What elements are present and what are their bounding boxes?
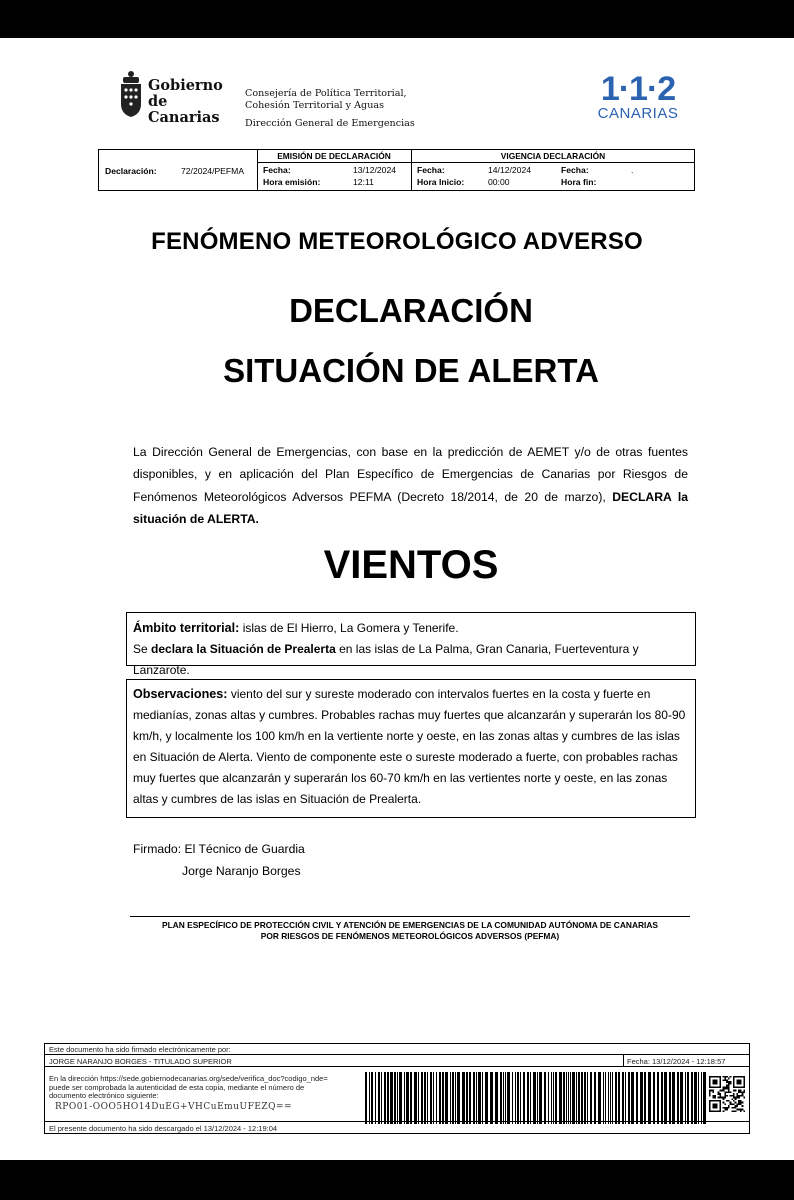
consejeria (245, 88, 407, 111)
electronic-signature-box (44, 1043, 750, 1134)
firmante-name: Jorge Naranjo Borges (182, 864, 301, 879)
direccion-general: Dirección General de Emergencias (245, 118, 415, 129)
plan-line2: POR RIESGOS DE FENÓMENOS METEOROLÓGICOS ADVERSOS (PEFMA) (260, 931, 560, 941)
gobierno-canarias-logo (118, 68, 228, 126)
barcode-icon (365, 1072, 707, 1124)
intro-bold: DECLARA la situación de ALERTA. (133, 489, 688, 527)
signature-block (133, 838, 305, 883)
consejeria-line1: Consejería de Política Territorial, (245, 88, 407, 99)
plan-line1: PLAN ESPECÍFICO DE PROTECCIÓN CIVIL Y ATENCIÓN DE EMERGENCIAS DE LA COMUNIDAD AUTÓNOMA DE CANARIAS (161, 920, 658, 930)
title-situacion: SITUACIÓN DE ALERTA (223, 352, 599, 389)
fin-fecha-label: Fecha: (561, 165, 589, 175)
logo-112-text: CANARIAS (597, 105, 679, 122)
title-fenomeno: FENÓMENO METEOROLÓGICO ADVERSO (151, 228, 643, 255)
phenomenon-title: VIENTOS (323, 543, 499, 587)
vigencia-hora-value: 00:00 (488, 177, 510, 187)
emision-hora-value: 12:11 (353, 177, 374, 187)
emision-fecha-value: 13/12/2024 (353, 165, 397, 175)
codigo-verificacion: RPO01-OOO5HO14DuEG+VHCuEmuUFEZQ== (55, 1102, 293, 1112)
descargado: El presente documento ha sido descargado el 13/12/2024 - 12:19:04 (49, 1124, 278, 1133)
logo-112-number: 1·1·2 (600, 70, 676, 108)
declaracion-value: 72/2024/PEFMA (181, 166, 245, 176)
firmado-line: Firmado: El Técnico de Guardia (133, 842, 305, 856)
firmante: JORGE NARANJO BORGES - TITULADO SUPERIOR (49, 1057, 232, 1066)
ambito-line2-bold: declara la Situación de Prealerta (151, 642, 336, 656)
declaracion-label: Declaración: (105, 166, 157, 176)
observaciones-box (126, 679, 696, 818)
fin-fecha-value: . (631, 165, 634, 175)
verificacion-text: En la dirección https://sede.gobiernodecanarias.org/sede/verifica_doc?codigo_nde= puede ser comprobada la autenticidad de esta copia, mediante el número de documento electrónico siguiente: (49, 1074, 328, 1100)
qr-code-icon (709, 1076, 745, 1112)
ambito-label: Ámbito territorial: (133, 621, 240, 635)
emision-header: EMISIÓN DE DECLARACIÓN (277, 151, 391, 161)
coat-of-arms-icon (118, 70, 144, 118)
intro-text: La Dirección General de Emergencias, con base en la predicción de AEMET y/o de otras fuentes disponibles, y en aplicación del Plan Específico de Emergencias de Canarias por Riesgos de Fenómenos Meteorológicos Adversos PEFMA (Decreto 18/2014, de 20 de marzo), (133, 445, 688, 504)
ambito-line2-pre: Se (133, 642, 152, 656)
ambito-box (126, 612, 696, 677)
vigencia-fecha-label: Fecha: (417, 165, 445, 175)
gobierno-line2: de Canarias (148, 93, 220, 126)
gobierno-line1: Gobierno (148, 77, 223, 94)
fecha-firma: Fecha: 13/12/2024 - 12:18:57 (627, 1057, 726, 1066)
fin-hora-label: Hora fin: (561, 177, 597, 187)
plan-footer (130, 916, 690, 942)
observaciones-label: Observaciones: (133, 687, 228, 701)
firmado-por: Este documento ha sido firmado electrónicamente por: (49, 1045, 231, 1054)
vigencia-fecha-value: 14/12/2024 (488, 165, 532, 175)
observaciones-text: viento del sur y sureste moderado con intervalos fuertes en la costa y fuerte en medianías, zonas altas y cumbres. Probables rachas muy fuertes que alcanzarán y superarán los 80-90 km/h, y localmente los 100 km/h en la vertiente norte y oeste, en las zonas altas y cumbres de las islas en Situación de Alerta. Viento de componente este o sureste moderado a fuerte, con probables rachas muy fuertes que alcanzarán y superarán los 60-70 km/h en las vertientes norte y oeste, en las zonas altas y cumbres de las islas en Situación de Prealerta. (133, 687, 686, 806)
title-declaracion: DECLARACIÓN (289, 292, 533, 329)
emision-fecha-label: Fecha: (263, 165, 291, 175)
ambito-text: islas de El Hierro, La Gomera y Tenerife. (239, 621, 459, 635)
document-page (0, 38, 794, 1160)
vigencia-header: VIGENCIA DECLARACIÓN (500, 151, 606, 161)
vigencia-hora-label: Hora Inicio: (417, 177, 465, 187)
logo-112-canarias (592, 72, 684, 128)
declaration-table (98, 149, 695, 191)
intro-paragraph (133, 441, 688, 531)
ambito-line2-post: en las islas de La Palma, Gran Canaria, Fuerteventura y Lanzarote. (133, 642, 639, 677)
consejeria-line2: Cohesión Territorial y Aguas (245, 99, 385, 111)
emision-hora-label: Hora emisión: (263, 177, 321, 187)
